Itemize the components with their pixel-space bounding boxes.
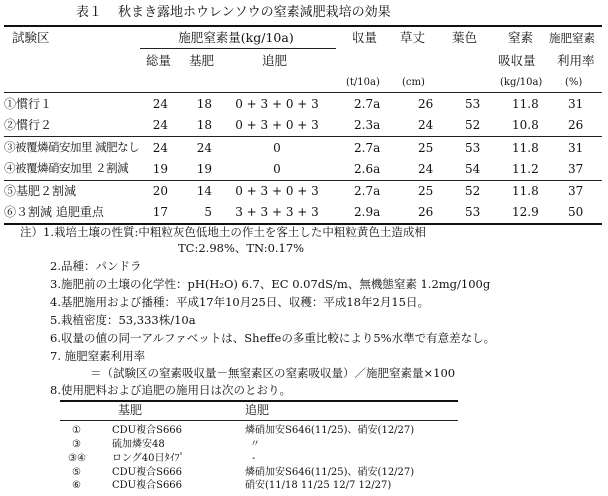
sub-table-header-rule xyxy=(60,420,458,421)
header-color: 葉色 xyxy=(452,30,478,45)
treatment-name: ④被覆燐硝安加里 ２割減 xyxy=(4,161,129,175)
note-5: 5.栽植密度：53,333株/10a xyxy=(50,313,196,327)
height-value: 26 xyxy=(418,97,434,111)
topdress-value: 0 xyxy=(273,162,281,176)
total-n-value: 24 xyxy=(152,118,168,132)
color-value: 53 xyxy=(465,205,481,219)
treatment-name: ①慣行１ xyxy=(4,97,53,111)
topdress-value: 0 + 3 + 0 + 3 xyxy=(235,97,319,111)
yield-value: 2.7a xyxy=(354,141,381,155)
sub-row-basal: CDU複合S666 xyxy=(112,480,183,491)
total-n-value: 17 xyxy=(152,205,168,219)
sub-header-topdress: 追肥 xyxy=(245,403,270,417)
height-value: 24 xyxy=(418,162,434,176)
height-value: 26 xyxy=(418,205,434,219)
sub-row-topdress: 燐硝加安S646(11/25)、硝安(12/27) xyxy=(245,467,415,478)
sub-row-topdress: 硝安(11/18 11/25 12/7 12/27) xyxy=(245,480,392,491)
sub-header-basal: 基肥 xyxy=(118,403,143,417)
top-rule xyxy=(4,25,602,27)
yield-value: 2.7a xyxy=(354,97,381,111)
header-efficiency-2: 利用率 xyxy=(557,53,595,68)
unit-uptake: (kg/10a) xyxy=(500,77,543,88)
sub-row-basal: CDU複合S666 xyxy=(112,425,183,436)
basal-n-value: 18 xyxy=(196,97,212,111)
note-1-values: TC:2.98%、TN:0.17% xyxy=(178,241,305,255)
treatment-name: ⑥３割減 追肥重点 xyxy=(4,205,104,219)
header-n-rate: 施肥窒素量(kg/10a) xyxy=(178,30,294,45)
uptake-value: 11.8 xyxy=(512,97,539,111)
sub-row-basal: ロング40日ﾀｲﾌﾟ xyxy=(112,453,185,464)
uptake-value: 12.9 xyxy=(512,205,539,219)
total-n-value: 24 xyxy=(152,97,168,111)
yield-value: 2.6a xyxy=(354,162,381,176)
total-n-value: 20 xyxy=(152,184,168,198)
color-value: 53 xyxy=(465,97,481,111)
uptake-value: 11.2 xyxy=(512,162,539,176)
sub-row-number: ③ xyxy=(72,439,81,450)
topdress-value: 0 + 3 + 0 + 3 xyxy=(235,184,319,198)
header-topdress: 追肥 xyxy=(262,53,288,68)
basal-n-value: 19 xyxy=(196,162,212,176)
topdress-value: 0 xyxy=(273,141,281,155)
sub-row-number: ⑤ xyxy=(72,467,81,478)
topdress-value: 3 + 3 + 3 + 3 xyxy=(235,205,319,219)
total-n-value: 19 xyxy=(152,162,168,176)
header-efficiency-1: 施肥窒素 xyxy=(549,31,595,45)
efficiency-value: 50 xyxy=(568,205,584,219)
table-title: 秋まき露地ホウレンソウの窒素減肥栽培の効果 xyxy=(118,5,391,20)
efficiency-value: 37 xyxy=(568,162,584,176)
height-value: 24 xyxy=(418,118,434,132)
note-7: 7. 施肥窒素利用率 xyxy=(50,349,146,363)
note-1: 注）1.栽培土壌の性質:中粗粒灰色低地土の作土を客土した中粗粒黄色土造成相 xyxy=(20,225,426,239)
efficiency-value: 37 xyxy=(568,184,584,198)
sub-table-top-rule xyxy=(60,400,458,402)
height-value: 25 xyxy=(418,141,434,155)
sub-row-number: ⑥ xyxy=(72,480,81,491)
sub-row-basal: 硫加燐安48 xyxy=(112,439,165,450)
basal-n-value: 14 xyxy=(196,184,212,198)
basal-n-value: 18 xyxy=(196,118,212,132)
sub-row-number: ① xyxy=(72,425,81,436)
treatment-name: ②慣行２ xyxy=(4,118,53,132)
note-2: 2.品種：パンドラ xyxy=(50,259,142,273)
unit-efficiency: (%) xyxy=(565,77,583,88)
sub-row-topdress: 〃 xyxy=(250,439,260,450)
topdress-value: 0 + 3 + 0 + 3 xyxy=(235,118,319,132)
sub-row-topdress: - xyxy=(252,453,256,464)
header-total: 総量 xyxy=(146,53,172,68)
color-value: 52 xyxy=(465,184,481,198)
note-6: 6.収量の値の同一アルファベットは、Sheffeの多重比較により5%水準で有意差なし。 xyxy=(50,331,496,345)
unit-yield: (t/10a) xyxy=(346,77,380,88)
group-divider xyxy=(4,180,602,181)
sub-row-basal: CDU複合S666 xyxy=(112,467,183,478)
header-basal: 基肥 xyxy=(189,53,215,68)
header-height: 草丈 xyxy=(400,30,426,45)
header-treatment: 試験区 xyxy=(12,30,50,45)
header-yield: 収量 xyxy=(352,30,378,45)
sub-row-topdress: 燐硝加安S646(11/25)、硝安(12/27) xyxy=(245,425,415,436)
basal-n-value: 24 xyxy=(196,141,212,155)
group-divider xyxy=(4,136,602,137)
basal-n-value: 5 xyxy=(204,205,212,219)
efficiency-value: 31 xyxy=(568,97,584,111)
total-n-value: 24 xyxy=(152,141,168,155)
efficiency-value: 26 xyxy=(568,118,584,132)
header-n-rate-underline xyxy=(140,48,336,49)
color-value: 52 xyxy=(465,118,481,132)
yield-value: 2.7a xyxy=(354,184,381,198)
uptake-value: 10.8 xyxy=(512,118,539,132)
note-4: 4.基肥施用および播種：平成17年10月25日、収穫：平成18年2月15日。 xyxy=(50,295,429,309)
sub-row-number: ③④ xyxy=(68,453,86,464)
note-8: 8.使用肥料および追肥の施用日は次のとおり。 xyxy=(50,383,291,397)
note-7-formula: ＝（試験区の窒素吸収量－無窒素区の窒素吸収量）／施肥窒素量×100 xyxy=(90,366,456,380)
unit-height: (cm) xyxy=(402,77,425,88)
header-rule xyxy=(4,92,602,93)
treatment-name: ⑤基肥２割減 xyxy=(4,184,77,198)
note-3: 3.施肥前の土壌の化学性：pH(H₂O) 6.7、EC 0.07dS/m、無機態窒素 1.2mg/100g xyxy=(50,277,491,291)
header-uptake-1: 窒素 xyxy=(508,30,534,45)
uptake-value: 11.8 xyxy=(512,184,539,198)
height-value: 25 xyxy=(418,184,434,198)
color-value: 54 xyxy=(465,162,481,176)
yield-value: 2.3a xyxy=(354,118,381,132)
treatment-name: ③被覆燐硝安加里 減肥なし xyxy=(4,140,140,154)
yield-value: 2.9a xyxy=(354,205,381,219)
uptake-value: 11.8 xyxy=(512,141,539,155)
efficiency-value: 31 xyxy=(568,141,584,155)
table-number: 表１ xyxy=(76,5,103,20)
color-value: 53 xyxy=(465,141,481,155)
header-uptake-2: 吸収量 xyxy=(498,53,536,68)
